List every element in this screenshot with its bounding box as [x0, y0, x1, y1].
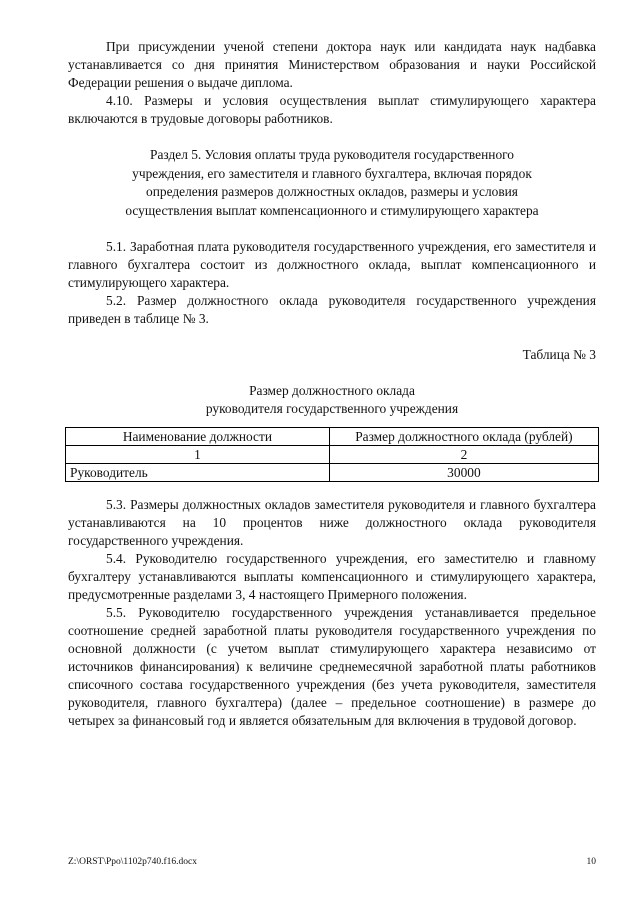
page-number: 10: [586, 857, 596, 867]
section-title-line: осуществления выплат компенсационного и стимулирующего характера: [125, 202, 539, 218]
table-label: Таблица № 3: [522, 347, 596, 362]
table-cell-position: Руководитель: [66, 464, 330, 482]
table-number-cell: 1: [66, 446, 330, 464]
table-title-line: Размер должностного оклада: [249, 383, 415, 398]
document-page: [68, 38, 596, 730]
section-title-line: Раздел 5. Условия оплаты труда руководителя государственного: [150, 147, 514, 162]
table-title-line: руководителя государственного учреждения: [205, 401, 459, 416]
section-title-line: определения размеров должностных окладов, размеры и условия: [146, 184, 518, 199]
footer-file-path: Z:\ORST\Ppo\1102p740.f16.docx: [68, 857, 197, 867]
paragraph-5-5: 5.5. Руководителю государственного учреждения устанавливается предельное соотношение средней заработной платы руководителя государственного учреждения по основной должности (с учетом выплат стимулирующего характера независимо от источников финансирования) к величине среднемесячной заработной платы работников списочного состава государственного учреждения (без учета руководителя, заместителя руководителя, главного бухгалтера) (далее – предельное соотношение) в размере до четырех за финансовый год и является обязательным для включения в трудовой договор.: [68, 605, 596, 728]
paragraph-4-10: 4.10. Размеры и условия осуществления выплат стимулирующего характера включаются в трудовые договоры работников.: [68, 93, 596, 126]
table-header-cell: Наименование должности: [66, 428, 330, 446]
table-header-cell: Размер должностного оклада (рублей): [329, 428, 598, 446]
section-5-title: [68, 146, 596, 220]
paragraph-5-1: 5.1. Заработная плата руководителя государственного учреждения, его заместителя и главного бухгалтера состоит из должностного оклада, выплат компенсационного и стимулирующего характера.: [68, 239, 596, 290]
paragraph-5-2: 5.2. Размер должностного оклада руководителя государственного учреждения приведен в таблице № 3.: [68, 293, 596, 326]
table-number-cell: 2: [329, 446, 598, 464]
paragraph-degree-bonus: При присуждении ученой степени доктора наук или кандидата наук надбавка устанавливается со дня принятия Министерством образования и науки Российской Федерации решения о выдаче диплома.: [68, 39, 596, 90]
paragraph-5-3: 5.3. Размеры должностных окладов заместителя руководителя и главного бухгалтера устанавливаются на 10 процентов ниже должностного оклада руководителя государственного учреждения.: [68, 497, 596, 548]
salary-table: [65, 427, 599, 482]
table-number-row: [66, 446, 599, 464]
paragraph-5-4: 5.4. Руководителю государственного учреждения, его заместителю и главному бухгалтеру устанавливаются выплаты компенсационного и стимулирующего характера, предусмотренные разделами 3, 4 настоящего Примерного положения.: [68, 551, 596, 602]
section-title-line: учреждения, его заместителя и главного бухгалтера, включая порядок: [132, 165, 532, 181]
table-row: [66, 464, 599, 482]
table-cell-salary: 30000: [329, 464, 598, 482]
table-header-row: [66, 428, 599, 446]
